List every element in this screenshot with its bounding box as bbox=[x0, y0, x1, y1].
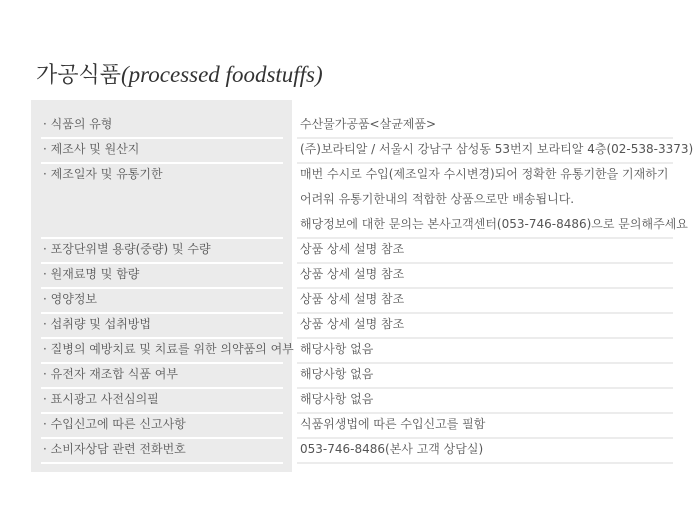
row-value-line: 해당사항 없음 bbox=[300, 392, 374, 406]
table-row bbox=[31, 437, 683, 462]
table-row bbox=[31, 312, 683, 337]
row-value bbox=[300, 362, 680, 387]
row-value bbox=[300, 237, 680, 262]
row-value-line: 어려워 유통기한내의 적합한 상품으로만 배송됩니다. bbox=[300, 192, 575, 206]
table-row bbox=[31, 287, 683, 312]
row-value bbox=[300, 387, 680, 412]
row-value-line: (주)보라티알 / 서울시 강남구 삼성동 53번지 보라티알 4층(02-538-3373) bbox=[300, 142, 694, 156]
row-value bbox=[300, 337, 680, 362]
table-row bbox=[31, 237, 683, 262]
table-row bbox=[31, 137, 694, 162]
row-value-line: 상품 상세 설명 참조 bbox=[300, 242, 405, 256]
row-label: · 원재료명 및 함량 bbox=[43, 267, 140, 281]
product-info-table bbox=[31, 100, 694, 472]
page-title-korean: 가공식품 bbox=[36, 63, 122, 88]
table-row bbox=[31, 387, 683, 412]
row-label: · 식품의 유형 bbox=[43, 117, 113, 131]
row-value-line: 해당정보에 대한 문의는 본사고객센터(053-746-8486)으로 문의해주세요 bbox=[300, 217, 688, 231]
row-label: · 영양정보 bbox=[43, 292, 97, 306]
table-row bbox=[31, 112, 683, 137]
page-title bbox=[36, 58, 323, 89]
row-value bbox=[300, 312, 680, 337]
row-label: · 표시광고 사전심의필 bbox=[43, 392, 159, 406]
row-value-line: 상품 상세 설명 참조 bbox=[300, 292, 405, 306]
row-value bbox=[300, 137, 694, 162]
row-label: · 제조일자 및 유통기한 bbox=[43, 167, 163, 181]
row-value-line: 매번 수시로 수입(제조일자 수시변경)되어 정확한 유통기한을 기재하기 bbox=[300, 167, 669, 181]
row-value bbox=[300, 437, 680, 462]
row-label: · 소비자상담 관련 전화번호 bbox=[43, 442, 186, 456]
row-value bbox=[300, 262, 680, 287]
table-row bbox=[31, 412, 683, 437]
row-divider-right bbox=[297, 462, 673, 464]
row-value-line: 해당사항 없음 bbox=[300, 367, 374, 381]
row-value-line: 상품 상세 설명 참조 bbox=[300, 267, 405, 281]
row-value-line: 수산물가공품<살균제품> bbox=[300, 117, 437, 131]
row-value-line: 식품위생법에 따른 수입신고를 필함 bbox=[300, 417, 486, 431]
row-label: · 질병의 예방치료 및 치료를 위한 의약품의 여부 bbox=[43, 342, 294, 356]
row-value bbox=[300, 412, 680, 437]
row-label: · 섭취량 및 섭취방법 bbox=[43, 317, 151, 331]
row-value bbox=[300, 162, 688, 237]
row-value-line: 해당사항 없음 bbox=[300, 342, 374, 356]
row-label: · 포장단위별 용량(중량) 및 수량 bbox=[43, 242, 211, 256]
row-label: · 수입신고에 따른 신고사항 bbox=[43, 417, 186, 431]
table-row bbox=[31, 262, 683, 287]
row-label: · 제조사 및 원산지 bbox=[43, 142, 140, 156]
table-row bbox=[31, 362, 683, 387]
table-row bbox=[31, 162, 688, 237]
row-divider-left bbox=[41, 462, 283, 464]
row-value-line: 상품 상세 설명 참조 bbox=[300, 317, 405, 331]
row-label: · 유전자 재조합 식품 여부 bbox=[43, 367, 178, 381]
row-value-line: 053-746-8486(본사 고객 상담실) bbox=[300, 442, 484, 456]
table-row bbox=[31, 337, 683, 362]
row-value bbox=[300, 287, 680, 312]
row-value bbox=[300, 112, 680, 137]
page-title-english: (processed foodstuffs) bbox=[121, 62, 323, 87]
